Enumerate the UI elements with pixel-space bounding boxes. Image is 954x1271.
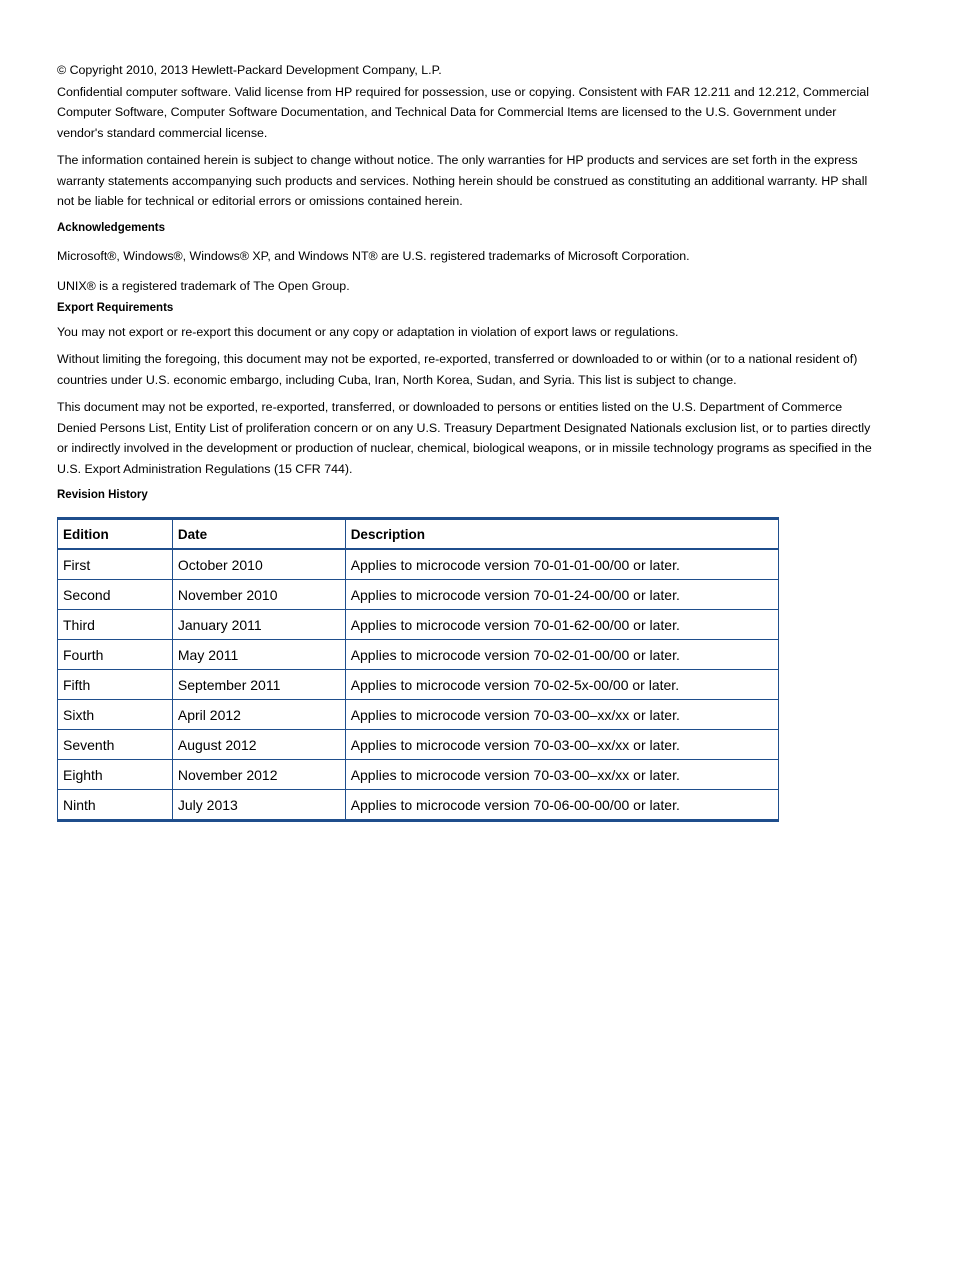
description-cell: Applies to microcode version 70-03-00–xx/xx or later. <box>345 700 778 730</box>
date-cell: April 2012 <box>172 700 345 730</box>
acknowledgements-heading: Acknowledgements <box>57 221 165 234</box>
export-paragraph-1: You may not export or re-export this document or any copy or adaptation in violation of export laws or regulations. <box>57 324 679 339</box>
date-cell: July 2013 <box>172 790 345 821</box>
column-header-date: Date <box>172 519 345 550</box>
date-cell: January 2011 <box>172 610 345 640</box>
edition-cell: Fifth <box>58 670 173 700</box>
date-cell: November 2012 <box>172 760 345 790</box>
date-cell: August 2012 <box>172 730 345 760</box>
table-row <box>58 730 779 760</box>
edition-cell: Eighth <box>58 760 173 790</box>
export-paragraph-2: Without limiting the foregoing, this document may not be exported, re-exported, transferred or downloaded to or within (or to a national resident of) countries under U.S. economic embargo, including Cuba, Iran, North Korea, Sudan, and Syria. This list is subject to change. <box>57 352 858 387</box>
copyright-notice: © Copyright 2010, 2013 Hewlett-Packard Development Company, L.P. <box>57 63 442 77</box>
document-page <box>57 60 872 822</box>
description-cell: Applies to microcode version 70-03-00–xx/xx or later. <box>345 760 778 790</box>
description-cell: Applies to microcode version 70-03-00–xx/xx or later. <box>345 730 778 760</box>
edition-cell: Fourth <box>58 640 173 670</box>
description-cell: Applies to microcode version 70-02-01-00/00 or later. <box>345 640 778 670</box>
edition-cell: Third <box>58 610 173 640</box>
edition-cell: Second <box>58 580 173 610</box>
description-cell: Applies to microcode version 70-02-5x-00/00 or later. <box>345 670 778 700</box>
description-cell: Applies to microcode version 70-01-01-00/00 or later. <box>345 549 778 580</box>
table-row <box>58 549 779 580</box>
table-row <box>58 760 779 790</box>
edition-cell: Sixth <box>58 700 173 730</box>
table-row <box>58 670 779 700</box>
microsoft-trademark: Microsoft®, Windows®, Windows® XP, and Windows NT® are U.S. registered trademarks of Microsoft Corporation. <box>57 248 690 263</box>
table-row <box>58 610 779 640</box>
edition-cell: Ninth <box>58 790 173 821</box>
table-row <box>58 790 779 821</box>
table-header-row <box>58 519 779 550</box>
date-cell: September 2011 <box>172 670 345 700</box>
date-cell: November 2010 <box>172 580 345 610</box>
column-header-edition: Edition <box>58 519 173 550</box>
disclaimer-notice: The information contained herein is subject to change without notice. The only warranties for HP products and services are set forth in the express warranty statements accompanying such products and services. Nothing herein should be construed as constituting an additional warranty. HP shall not be liable for technical or editorial errors or omissions contained herein. <box>57 153 868 208</box>
export-paragraph-3: This document may not be exported, re-exported, transferred, or downloaded to persons or entities listed on the U.S. Department of Commerce Denied Persons List, Entity List of proliferation concern or on any U.S. Treasury Department Designated Nationals exclusion list, or to parties directly or indirectly involved in the development or production of nuclear, chemical, biological weapons, or in missile technology programs as specified in the U.S. Export Administration Regulations (15 CFR 744). <box>57 400 872 476</box>
date-cell: October 2010 <box>172 549 345 580</box>
date-cell: May 2011 <box>172 640 345 670</box>
description-cell: Applies to microcode version 70-06-00-00/00 or later. <box>345 790 778 821</box>
table-row <box>58 640 779 670</box>
edition-cell: Seventh <box>58 730 173 760</box>
unix-trademark: UNIX® is a registered trademark of The Open Group. <box>57 279 350 293</box>
revision-history-table <box>57 517 779 822</box>
table-row <box>58 580 779 610</box>
description-cell: Applies to microcode version 70-01-24-00/00 or later. <box>345 580 778 610</box>
column-header-description: Description <box>345 519 778 550</box>
confidential-notice: Confidential computer software. Valid license from HP required for possession, use or copying. Consistent with FAR 12.211 and 12.212, Commercial Computer Software, Computer Software Documentation, and Technical Data for Commercial Items are licensed to the U.S. Government under vendor's standard commercial license. <box>57 84 869 140</box>
edition-cell: First <box>58 549 173 580</box>
table-row <box>58 700 779 730</box>
description-cell: Applies to microcode version 70-01-62-00/00 or later. <box>345 610 778 640</box>
export-heading: Export Requirements <box>57 301 174 314</box>
revision-history-heading: Revision History <box>57 489 148 501</box>
